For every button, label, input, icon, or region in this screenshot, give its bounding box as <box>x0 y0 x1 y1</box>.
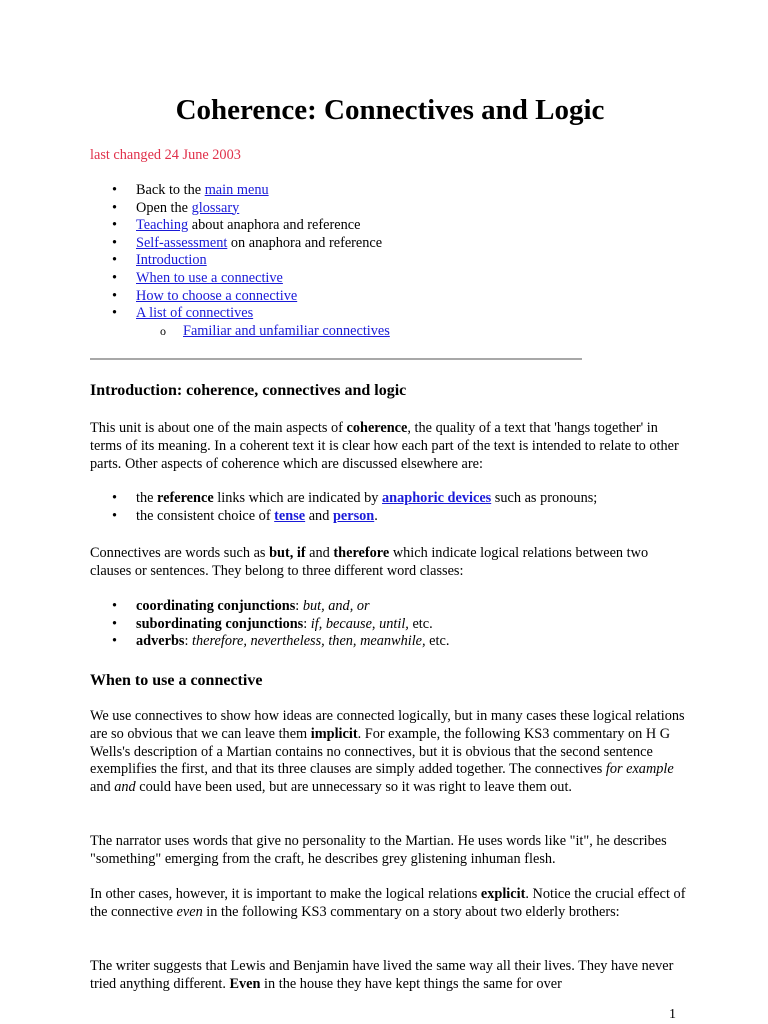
bullet-icon: • <box>112 234 118 251</box>
horizontal-divider <box>90 358 582 360</box>
menu-item-text: on anaphora and reference <box>227 234 383 251</box>
word-classes-list <box>90 598 690 651</box>
tense-link[interactable]: tense <box>274 507 306 524</box>
last-changed-date: last changed 24 June 2003 <box>90 147 241 163</box>
martian-quote-paragraph: The narrator uses words that give no personality to the Martian. He uses words like "it", he describes "something" emerging from the craft, he describes grey glistening inhuman flesh. <box>90 833 667 867</box>
menu-item-introduction <box>90 252 690 270</box>
glossary-link[interactable]: glossary <box>191 199 240 216</box>
bullet-icon: • <box>112 633 118 650</box>
introduction-link[interactable]: Introduction <box>136 252 207 269</box>
connectives-paragraph: Connectives are words such as but, if and therefore which indicate logical relations between two clauses or sentences. They belong to three different word classes: <box>90 545 649 579</box>
list-item: • adverbs: therefore, nevertheless, then, meanwhile, etc. <box>112 633 450 650</box>
list-of-connectives-link[interactable]: A list of connectives <box>136 305 254 322</box>
bullet-icon: • <box>112 507 118 524</box>
anaphoric-devices-link[interactable]: anaphoric devices <box>382 490 492 506</box>
list-item: • coordinating conjunctions: but, and, or <box>112 598 370 614</box>
bullet-icon: • <box>112 305 118 322</box>
familiar-connectives-link[interactable]: Familiar and unfamiliar connectives <box>183 322 390 339</box>
list-item: • the reference links which are indicated by anaphoric devices such as pronouns; <box>112 490 598 506</box>
bullet-icon: • <box>112 615 118 632</box>
menu-item-text: Open the <box>136 199 192 216</box>
menu-item-text: about anaphora and reference <box>188 217 361 234</box>
circle-bullet-icon: o <box>160 323 166 338</box>
menu-item-glossary <box>90 200 690 218</box>
section-heading-when-to-use: When to use a connective <box>90 672 263 689</box>
explicit-paragraph: In other cases, however, it is important to make the logical relations explicit. Notice the crucial effect of the connective even in the following KS3 commentary on a story about two elderly brothers: <box>90 886 686 920</box>
section-heading-introduction: Introduction: coherence, connectives and logic <box>90 382 407 399</box>
person-link[interactable]: person <box>332 507 375 524</box>
bullet-icon: • <box>112 269 118 286</box>
intro-paragraph: This unit is about one of the main aspects of coherence, the quality of a text that 'hangs together' in terms of its meaning. In a coherent text it is clear how each part of the text is intended to relate to other parts. Other aspects of coherence which are discussed elsewhere are: <box>90 420 679 472</box>
brothers-quote-paragraph: The writer suggests that Lewis and Benjamin have lived the same way all their lives. They have never tried anything different. Even in the house they have kept things the same for over <box>90 958 674 992</box>
bullet-icon: • <box>112 217 118 234</box>
bullet-icon: • <box>112 252 118 269</box>
self-assessment-link[interactable]: Self-assessment <box>136 234 228 251</box>
page-number: 1 <box>669 1007 676 1022</box>
navigation-menu <box>90 182 690 340</box>
submenu-item-familiar <box>90 323 690 341</box>
how-to-choose-link[interactable]: How to choose a connective <box>136 287 298 304</box>
menu-item-text: Back to the <box>136 182 205 198</box>
list-item: • the consistent choice of tense and person. <box>112 507 378 524</box>
implicit-paragraph: We use connectives to show how ideas are connected logically, but in many cases these logical relations are so obvious that we can leave them implicit. For example, the following KS3 commentary on H G Wells's description of a Martian contains no connectives, but it is obvious that the second sentence exemplifies the first, and that its three clauses are simply added together. The connectives for example and and could have been used, but are unnecessary so it was right to leave them out. <box>90 708 685 796</box>
page-title: Coherence: Connectives and Logic <box>175 94 605 126</box>
main-menu-link[interactable]: main menu <box>204 182 269 198</box>
bullet-icon: • <box>112 287 118 304</box>
coherence-aspects-list <box>90 490 690 525</box>
menu-item-teaching <box>90 217 690 235</box>
list-item: • subordinating conjunctions: if, because, until, etc. <box>112 615 433 632</box>
menu-item-when-to-use <box>90 270 690 288</box>
bullet-icon: • <box>112 598 118 614</box>
bullet-icon: • <box>112 182 118 198</box>
menu-item-main-menu <box>90 182 690 200</box>
menu-item-self-assessment <box>90 235 690 253</box>
bullet-icon: • <box>112 490 118 506</box>
menu-item-list-of-connectives <box>90 305 690 323</box>
teaching-link[interactable]: Teaching <box>136 217 189 234</box>
bullet-icon: • <box>112 199 118 216</box>
menu-item-how-to-choose <box>90 288 690 306</box>
when-to-use-link[interactable]: When to use a connective <box>136 269 283 286</box>
